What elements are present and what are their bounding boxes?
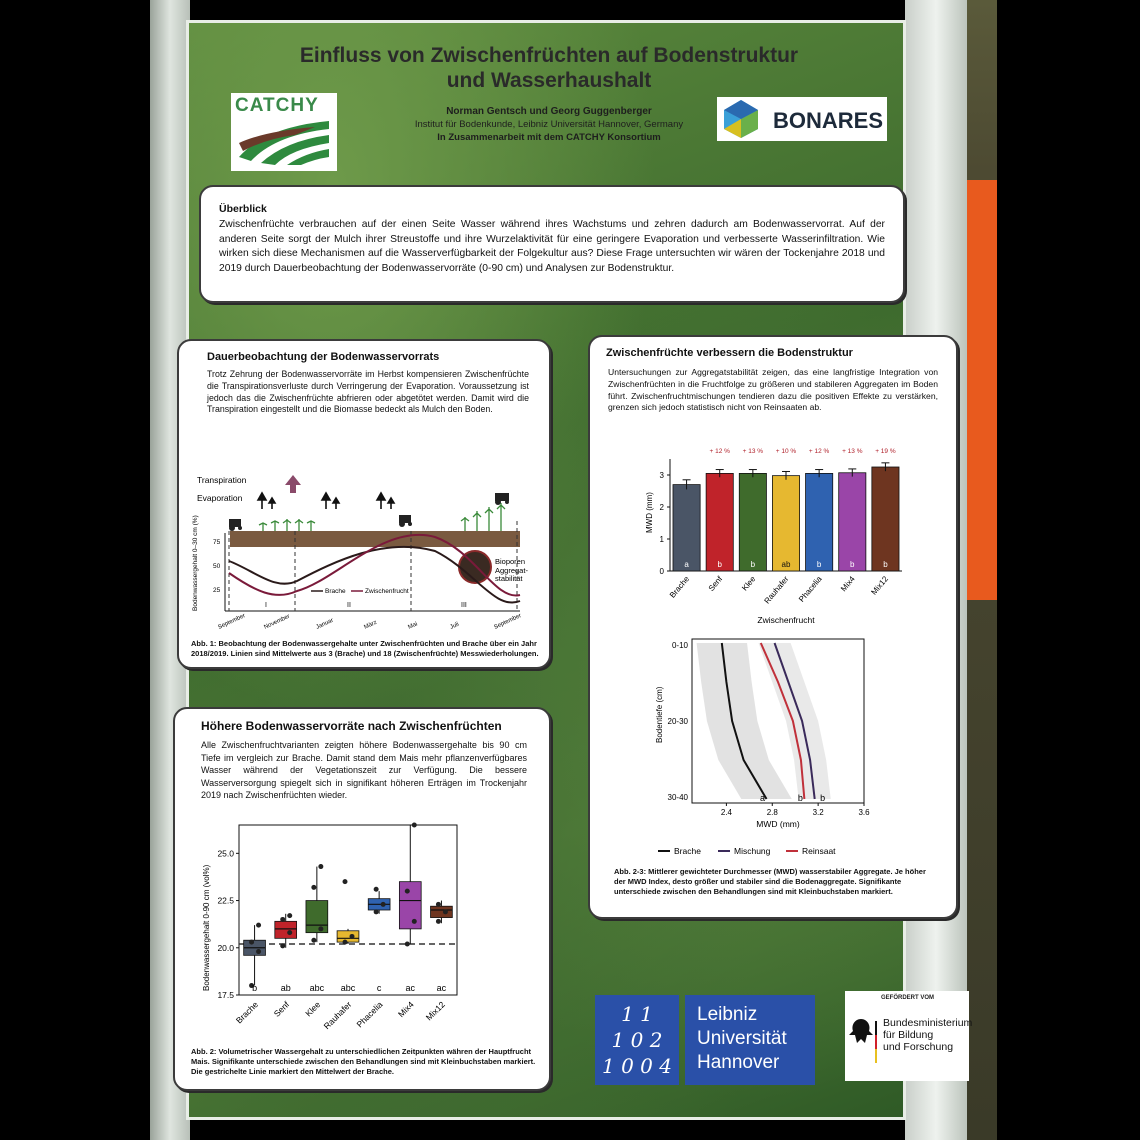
bmbf-line: und Forschung [883, 1041, 954, 1053]
bar-y-tick-label: 2 [659, 503, 664, 512]
line-y-tick-label: 20-30 [667, 717, 688, 726]
box-y-axis-label: Bodenwassergehalt 0-90 cm (vol%) [202, 864, 211, 991]
box-mix12 [431, 906, 453, 917]
luh-line: Hannover [697, 1052, 780, 1073]
bar-category-label: Klee [740, 574, 758, 593]
luh-mark-line: 1 1 [621, 1002, 653, 1026]
bar-mix4 [839, 473, 866, 571]
bar-letter: b [816, 560, 822, 569]
line-legend-label: Mischung [734, 846, 771, 856]
bar-category-label: Rauhafer [762, 574, 791, 606]
bar-y-tick-label: 3 [659, 471, 664, 480]
bar-letter: b [750, 560, 756, 569]
bar-y-tick-label: 0 [659, 567, 664, 576]
poster-title [189, 43, 909, 93]
bar-letter: b [850, 560, 855, 569]
bar-letter: a [684, 560, 689, 569]
crop-plants-icon [259, 503, 505, 531]
evaporation-arrows-icon [258, 493, 394, 509]
line-x-tick-label: 2.8 [766, 808, 778, 817]
svg-text:November: November [263, 613, 291, 631]
overview-panel [199, 185, 905, 303]
bar-y-axis-label: MWD (mm) [645, 492, 654, 533]
bmbf-line: für Bildung [883, 1029, 934, 1041]
box-category-label: Senf [271, 999, 292, 1019]
box-letter: b [252, 983, 258, 993]
box-data-point [436, 902, 441, 907]
soil-layer [230, 531, 520, 547]
box-y-tick-label: 17.5 [217, 990, 234, 1000]
box-mix4 [399, 882, 421, 929]
box-category-label: Brache [233, 999, 260, 1026]
svg-text:Januar: Januar [315, 617, 335, 631]
panel3-text: Alle Zwischenfruchtvarianten zeigten höhere Bodenwassergehalte bis 90 cm Tiefe im vergleich zur Brache. Damit stand dem Mais mehr pflanzenverfügbares Wasser während der Vegetationszeit zur Verfügung. Die bessere Wasserversorgung spiegelt sich in signifikant höheren Erträgen im Trockenjahr 2019 nach Zwischenfrüchten wieder. [201, 740, 527, 800]
box-data-point [280, 943, 285, 948]
box-letter: abc [340, 983, 356, 993]
bonares-wordmark: BONARES [773, 108, 884, 133]
line-legend-label: Reinsaat [802, 846, 836, 856]
bar-klee [739, 473, 766, 571]
luh-wordmark [685, 995, 815, 1085]
bmbf-logo [845, 991, 973, 1081]
bar-letter: b [717, 560, 722, 569]
bar-category-label: Senf [706, 574, 725, 593]
box-data-point [412, 823, 417, 828]
evaporation-label: Evaporation [197, 493, 243, 503]
panel2-title: Zwischenfrüchte verbessern die Bodenstruktur [606, 347, 853, 359]
panel-higher-water-storage [173, 707, 551, 1091]
title-line-1: Einfluss von Zwischenfrüchten auf Bodenstruktur [299, 44, 799, 67]
bar-senf [706, 473, 733, 571]
collaboration: In Zusammenarbeit mit dem CATCHY Konsortium [437, 132, 661, 143]
box-data-point [311, 885, 316, 890]
title-line-2: und Wasserhaushalt [446, 69, 652, 92]
box-y-tick-label: 22.5 [217, 895, 234, 906]
catchy-logo [231, 93, 337, 171]
box-category-label: Mix12 [423, 999, 447, 1023]
bioporen-label: Bioporen [495, 557, 526, 566]
box-data-point [256, 949, 261, 954]
box-category-label: Mix4 [395, 999, 416, 1020]
bar-category-label: Phacelia [797, 574, 824, 604]
svg-text:März: März [363, 619, 378, 631]
aggregat-label: Aggregat- [495, 566, 528, 575]
box-y-tick-label: 25.0 [217, 848, 234, 859]
soil-water-box-plot [195, 819, 495, 1049]
box-data-point [280, 917, 285, 922]
line-letter: a [760, 793, 766, 803]
box-category-label: Phacelia [354, 999, 385, 1030]
bar-brache [673, 485, 700, 571]
line-y-tick-label: 0-10 [671, 641, 688, 650]
box-senf [275, 921, 297, 938]
bmbf-name [883, 1017, 972, 1053]
bar-rauhafer [772, 476, 799, 571]
legend-brache: Brache [325, 588, 346, 595]
panel2-caption: Abb. 2-3: Mittlerer gewichteter Durchmesser (MWD) wasserstabiler Aggregate. Je höher der MWD Index, desto größer und stabiler sind die Bodenaggregate. Signifikante unterschiede zwischen den Behandlungen sind mit Kleinbuchstaben markiert. [614, 867, 926, 896]
box-data-point [436, 919, 441, 924]
panel2-text: Untersuchungen zur Aggregatstabilität zeigen, das eine langfristige Integration von Zwischenfrüchten in die Fruchtfolge zu größeren und stabileren Aggregaten im Boden führt. Zwischenfruchtmischungen tendieren dazu die positiven Effekte zu verstärken, grenzen sich jedoch statistisch nicht von Reinsaaten ab. [608, 367, 938, 413]
line-letter: b [820, 793, 826, 803]
panel1-text: Trotz Zehrung der Bodenwasservorräte im Herbst kompensieren Zwischenfrüchte die Transpirationsverluste durch Verringerung der Evaporation. Voraussetzung ist jedoch das die Zwischenfrüchte abfrieren oder abgetötet werden. Damit wird die Transpiration eingestellt und die Biomasse bedeckt als Mulch den Boden. [207, 369, 529, 415]
y-tick: 50 [213, 563, 221, 570]
box-data-point [287, 930, 292, 935]
line-y-tick-label: 30-40 [667, 793, 688, 802]
mwd-depth-chart [648, 633, 888, 863]
bonares-logo [717, 97, 887, 141]
bar-increase-label: + 19 % [875, 448, 896, 455]
bar-letter: ab [781, 560, 791, 569]
line-legend-label: Brache [674, 846, 701, 856]
bar-letter: b [883, 560, 888, 569]
transpiration-label: Transpiration [197, 475, 247, 485]
box-data-point [318, 926, 323, 931]
svg-text:September: September [217, 612, 247, 631]
bar-increase-label: + 12 % [709, 448, 730, 455]
line-x-axis-label: MWD (mm) [756, 819, 800, 829]
line-y-axis-label: Bodentiefe (cm) [655, 686, 664, 743]
panel3-caption: Abb. 2: Volumetrischer Wassergehalt zu unterschiedlichen Zeitpunkten währen der Hauptfrucht Mais. Signifikante unterschiede zwischen den Behandlungen sind mit Kleinbuchstaben markiert. Die gestrichelte Linie markiert den Mittelwert der Brache. [191, 1047, 536, 1076]
box-data-point [412, 919, 417, 924]
box-data-point [318, 864, 323, 869]
box-data-point [249, 940, 254, 945]
bar-increase-label: + 13 % [742, 448, 764, 455]
box-letter: c [376, 983, 382, 993]
phase-label: II [347, 602, 351, 609]
luh-emblem [595, 995, 679, 1085]
box-klee [306, 901, 328, 933]
bar-category-label: Mix12 [869, 574, 890, 597]
box-data-point [343, 940, 348, 945]
box-plot-frame [239, 825, 457, 995]
box-data-point [350, 934, 355, 939]
panel-soil-structure [588, 335, 958, 919]
panel3-title: Höhere Bodenwasservorräte nach Zwischenfrüchten [201, 719, 502, 733]
line-x-tick-label: 2.4 [720, 808, 732, 817]
phase-label: I [265, 602, 267, 609]
svg-text:Mai: Mai [407, 621, 419, 631]
y-tick: 75 [213, 539, 221, 546]
author-names: Norman Gentsch und Georg Guggenberger [446, 106, 652, 117]
box-data-point [405, 942, 410, 947]
box-data-point [287, 913, 292, 918]
box-letter: abc [309, 983, 325, 993]
orange-sign [967, 180, 997, 600]
phase-label: III [461, 602, 467, 609]
box-data-point [381, 902, 386, 907]
box-letter: ab [280, 983, 291, 993]
bar-category-label: Brache [667, 574, 692, 600]
transpiration-arrow-icon [285, 475, 301, 493]
panel-soil-water-monitoring [177, 339, 551, 669]
bar-increase-label: + 13 % [842, 448, 863, 455]
catchy-wordmark: CATCHY [235, 95, 319, 116]
svg-text:September: September [493, 612, 523, 631]
line-x-tick-label: 3.6 [858, 808, 870, 817]
legend-zwischenfrucht: Zwischenfrucht [365, 588, 409, 595]
box-rauhafer [337, 931, 359, 942]
box-data-point [374, 887, 379, 892]
catchy-field-icon [235, 117, 333, 165]
panel1-caption: Abb. 1: Beobachtung der Bodenwassergehalte unter Zwischenfrüchten und Brache über ein Jahr 2018/2019. Linien sind Mittelwerte aus 3 (Brache) und 18 (Zwischenfrüchte) Messwiederholungen. [191, 639, 539, 658]
institute: Institut für Bodenkunde, Leibniz Universität Hannover, Germany [414, 119, 684, 130]
panel1-title: Dauerbeobachtung der Bodenwasservorrats [207, 351, 440, 363]
bar-increase-label: + 12 % [808, 448, 830, 455]
overview-title: Überblick [219, 203, 267, 215]
box-data-point [256, 923, 261, 928]
line-x-tick-label: 3.2 [812, 808, 824, 817]
luh-mark-line: 1 0 2 [611, 1028, 663, 1052]
luh-mark-line: 1 0 0 4 [602, 1054, 672, 1078]
federal-eagle-icon [847, 1009, 877, 1079]
bar-x-axis-label: Zwischenfrucht [757, 615, 815, 625]
line-letter: b [797, 793, 803, 803]
box-letter: ac [405, 983, 416, 993]
svg-text:Juli: Juli [449, 621, 461, 631]
box-data-point [343, 879, 348, 884]
bonares-hex-icon [719, 97, 763, 141]
soil-water-diagram [185, 461, 543, 639]
luh-line: Universität [697, 1028, 787, 1049]
stabilitaet-label: stabilität [495, 574, 523, 583]
box-category-label: Klee [303, 999, 323, 1019]
bar-mix12 [872, 467, 899, 571]
box-category-label: Rauhafer [321, 999, 354, 1032]
luh-line: Leibniz [697, 1004, 758, 1025]
box-letter: ac [436, 983, 447, 993]
box-data-point [405, 889, 410, 894]
bar-category-label: Mix4 [839, 574, 857, 594]
bar-y-tick-label: 1 [659, 535, 664, 544]
mwd-bar-chart [640, 441, 910, 626]
month-axis-labels [217, 613, 522, 631]
box-data-point [443, 909, 448, 914]
y-tick: 25 [213, 587, 221, 594]
bmbf-line: Bundesministerium [883, 1017, 973, 1029]
box-data-point [311, 938, 316, 943]
bar-increase-label: + 10 % [775, 448, 797, 455]
poster [186, 20, 973, 1120]
bmbf-funded-by: GEFÖRDERT VOM [881, 995, 935, 1001]
box-y-tick-label: 20.0 [217, 942, 234, 953]
box-data-point [374, 909, 379, 914]
overview-text: Zwischenfrüchte verbrauchen auf der einen Seite Wasser während ihres Wachstums und zehren dadurch am Bodenwasservorrat. Auf der anderen Seite sorgt der Mulch ihrer Streustoffe und ihre Wurzelaktivität für eine geringere Evaporation und verbesserte Wasserinfiltration. Wie wirken sich diese Mechanismen auf die Wasserverfügbarkeit der Folgekultur aus? Diese Frage untersuchten wir wären der Tockenjahre 2018 und 2019 durch Dauerbeobachtung der Bodenwasservorräte (0-90 cm) und Analysen zur Bodenstruktur. [219, 219, 885, 274]
bar-phacelia [806, 473, 833, 571]
y-axis-label: Bodenwassergehalt 0–30 cm (%) [192, 515, 199, 611]
